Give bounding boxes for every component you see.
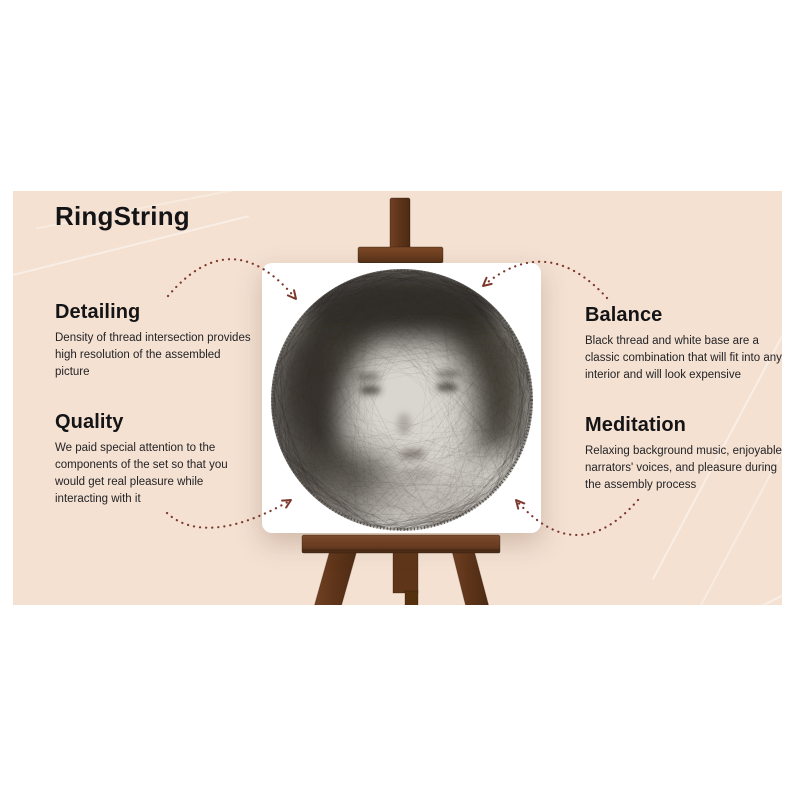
feature-balance-description: Black thread and white base are a classic combination that will fit into any interior and will look expensive: [585, 335, 782, 381]
feature-balance: [585, 304, 782, 384]
feature-meditation: [585, 414, 782, 494]
feature-quality-title: Quality: [55, 411, 124, 433]
feature-detailing-title: Detailing: [55, 301, 141, 323]
feature-quality: [55, 411, 252, 508]
string-art-portrait: [271, 269, 533, 531]
easel-leg-center: [393, 543, 418, 593]
feature-quality-description: We paid special attention to the components of the set so that you would get real pleasure while interacting with it: [55, 442, 228, 505]
feature-meditation-title: Meditation: [585, 414, 686, 436]
page-title: RingString: [55, 201, 190, 231]
easel-crossbar: [358, 247, 443, 263]
feature-meditation-description: Relaxing background music, enjoyable narrators' voices, and pleasure during the assembly process: [585, 445, 782, 491]
feature-detailing: [55, 301, 252, 381]
easel-leg-left: [314, 543, 359, 605]
feature-balance-title: Balance: [585, 304, 663, 326]
artwork-board: [262, 263, 541, 533]
deco-line: [686, 535, 782, 605]
easel-post: [390, 198, 410, 250]
feature-detailing-description: Density of thread intersection provides high resolution of the assembled picture: [55, 332, 251, 378]
easel-leg-center-foot: [405, 591, 418, 605]
easel-leg-right: [450, 543, 489, 605]
easel-tray: [302, 535, 500, 553]
hero-panel: [13, 191, 782, 605]
